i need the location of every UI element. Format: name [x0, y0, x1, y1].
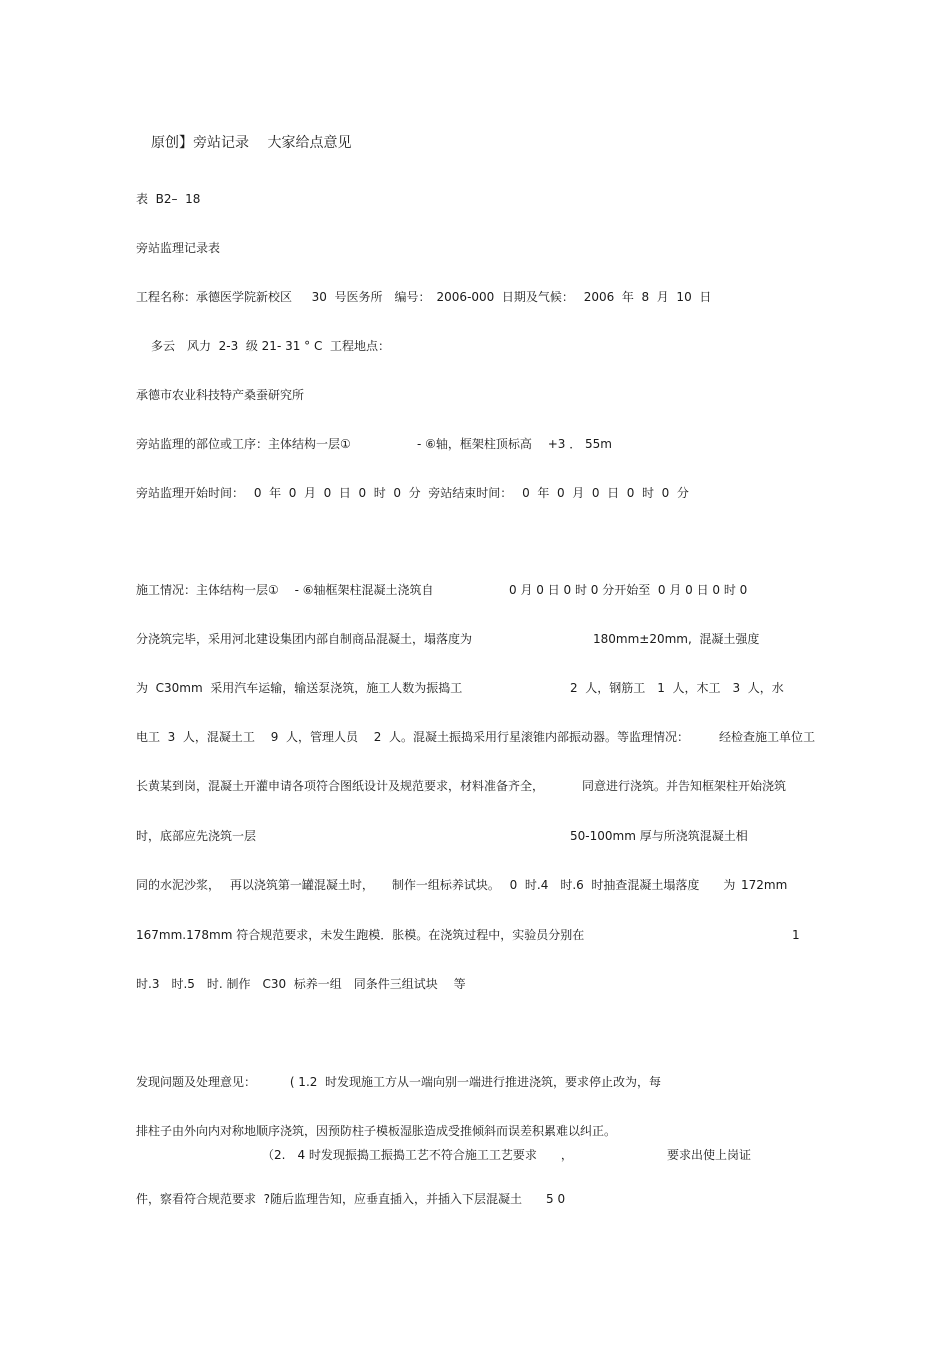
- construction-line-6b: 50-100mm 厚与所浇筑混凝土相: [570, 829, 748, 843]
- supervision-time-line: 旁站监理开始时间： 0 年 0 月 0 日 0 时 0 分 旁站结束时间： 0 年 0 月 0 日 0 时 0 分: [136, 486, 689, 500]
- weather-line: 多云 风力 2-3 级 21- 31 ° C 工程地点：: [151, 339, 390, 353]
- construction-line-4: 电工 3 人，混凝土工 9 人，管理人员 2 人。混凝土振捣采用行星滚锥内部振动器。等监理情况： 经检查施工单位工: [136, 730, 816, 744]
- construction-line-7a: 同的水泥沙浆， 再以浇筑第一罐混凝土时， 制作一组标养试块。 0 时.4 时.6 时抽查混凝土塌落度 为: [136, 878, 736, 892]
- project-info-line: 工程名称：承德医学院新校区 30 号医务所 编号： 2006-000 日期及气候： 2006 年 8 月 10 日: [136, 290, 712, 304]
- construction-line-1a: 施工情况：主体结构一层① - ⑥轴框架柱混凝土浇筑自: [136, 583, 434, 597]
- construction-line-6a: 时，底部应先浇筑一层: [136, 829, 257, 843]
- supervision-position-value: - ⑥轴，框架柱顶标高 +3 ． 55m: [417, 437, 612, 451]
- construction-line-2a: 分浇筑完毕，采用河北建设集团内部自制商品混凝土，塌落度为: [136, 632, 473, 646]
- construction-line-8a: 167mm.178mm 符合规范要求，未发生跑模．胀模。在浇筑过程中，实验员分别在: [136, 928, 585, 942]
- construction-line-7b: 172mm: [741, 878, 788, 892]
- construction-line-3b: 2 人，钢筋工 1 人，木工 3 人，水: [570, 681, 784, 695]
- problems-line-3b: 要求出使上岗证: [667, 1148, 752, 1162]
- construction-line-8b: 1: [792, 928, 800, 942]
- construction-line-5a: 长黄某到岗，混凝土开灌申请各项符合图纸设计及规范要求，材料准备齐全，: [136, 779, 545, 793]
- form-name: 旁站监理记录表: [136, 241, 221, 255]
- project-location: 承德市农业科技特产桑蚕研究所: [136, 388, 305, 402]
- construction-line-3a: 为 C30mm 采用汽车运输，输送泵浇筑，施工人数为振捣工: [136, 681, 463, 695]
- problems-line-1: 发现问题及处理意见： ( 1.2 时发现施工方从一端向别一端进行推进浇筑，要求停止改为，每: [136, 1075, 662, 1089]
- document-title: 原创】旁站记录 大家给点意见: [151, 135, 352, 151]
- construction-line-1b: 0 月 0 日 0 时 0 分开始至 0 月 0 日 0 时 0: [509, 583, 748, 597]
- problems-line-3a: （2. 4 时发现振搗工振搗工艺不符合施工工艺要求 ，: [262, 1148, 573, 1162]
- problems-line-2: 排柱子由外向内对称地顺序浇筑，因预防柱子模板湿胀造成受推倾斜而误差积累难以纠正。: [136, 1124, 617, 1138]
- construction-line-5b: 同意进行浇筑。并告知框架柱开始浇筑: [582, 779, 787, 793]
- form-number: 表 B2– 18: [136, 192, 201, 206]
- construction-line-9: 时.3 时.5 时. 制作 C30 标养一组 同条件三组试块 等: [136, 977, 466, 991]
- supervision-position-label: 旁站监理的部位或工序：主体结构一层①: [136, 437, 351, 451]
- construction-line-2b: 180mm±20mm, 混凝土强度: [593, 632, 760, 646]
- problems-line-4: 件，察看符合规范要求 ?随后监理告知，应垂直插入，并插入下层混凝土 5 0: [136, 1192, 566, 1206]
